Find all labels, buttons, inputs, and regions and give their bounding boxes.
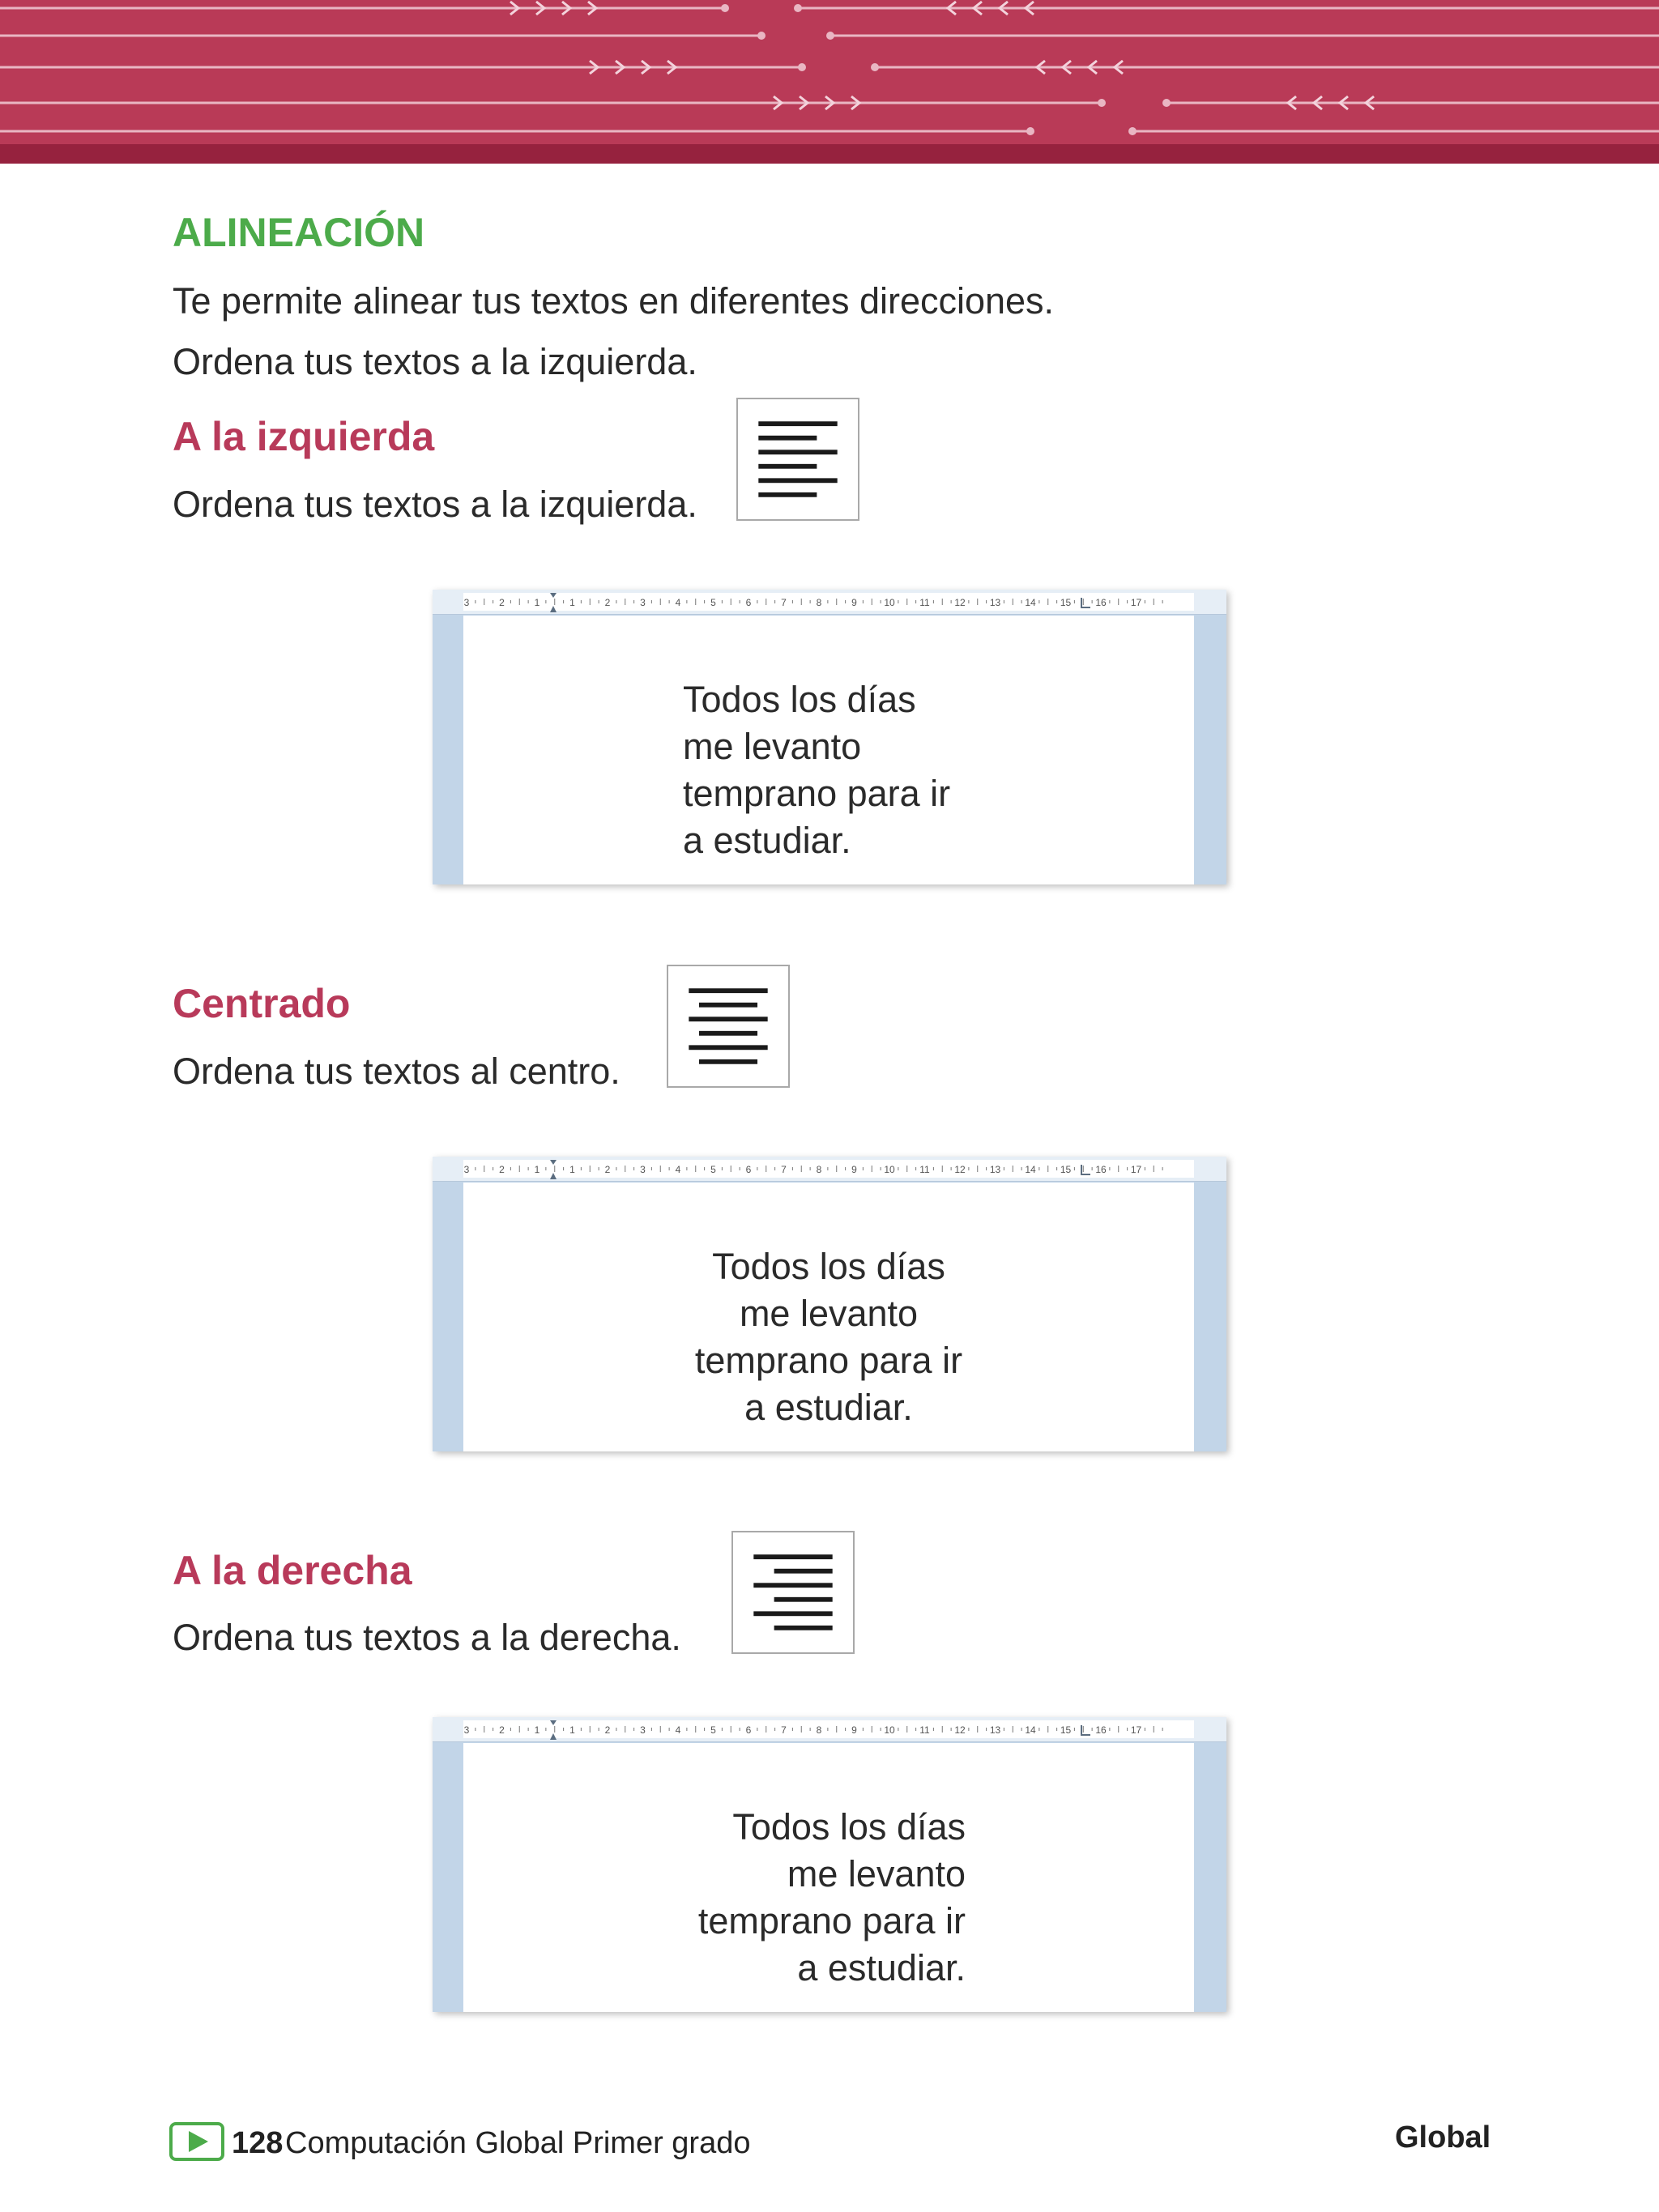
ruler-label: 6 [745,1724,752,1736]
text-line: me levanto [787,1853,966,1894]
sample-text-left [683,676,950,864]
ruler-label: 11 [919,1164,930,1175]
ruler-label: 8 [816,1724,822,1736]
ruler-label: 12 [954,1164,966,1175]
align-right-icon [731,1531,855,1654]
align-center-icon [667,965,790,1088]
ruler-label: 15 [1060,1164,1072,1175]
ruler-label: 9 [851,1724,857,1736]
ruler-label: 6 [745,597,752,608]
ruler-label: 15 [1060,1724,1072,1736]
ruler-label: 13 [989,1164,1001,1175]
ruler-label: 1 [534,1724,540,1736]
ruler-label: 2 [604,1724,611,1736]
ruler-label: 3 [463,597,470,608]
ruler-label: 16 [1095,1724,1107,1736]
ruler-label: 9 [851,597,857,608]
ruler-label: 2 [499,1164,505,1175]
ruler-label: 10 [884,1724,895,1736]
ruler-label: 9 [851,1164,857,1175]
text-line: temprano para ir [694,1340,963,1381]
sample-text-center [671,1243,987,1431]
description-align-left: Ordena tus textos a la izquierda. [173,484,697,525]
ruler-label: 3 [463,1724,470,1736]
ruler-label: 7 [781,597,787,608]
subheading-align-center: Centrado [173,981,351,1026]
ruler-label: 14 [1025,597,1036,608]
ruler-label: 4 [675,597,681,608]
intro-text-second: Ordena tus textos a la izquierda. [173,341,697,382]
header-decorative-band [0,0,1659,164]
text-line: a estudiar. [744,1387,913,1428]
ruler-label: 1 [569,1164,575,1175]
ruler-label: 16 [1095,597,1107,608]
ruler-label: 1 [569,1724,575,1736]
ruler-label: 3 [640,1164,646,1175]
ruler-label: 5 [710,597,716,608]
document-preview-center [433,1157,1226,1451]
book-title: Computación Global Primer grado [285,2126,751,2160]
document-preview-left [433,590,1226,884]
ruler-label: 17 [1130,1164,1142,1175]
ruler-label: 17 [1130,1724,1142,1736]
ruler-label: 2 [499,597,505,608]
ruler-label: 4 [675,1164,681,1175]
text-line: me levanto [683,726,862,767]
ruler-label: 12 [954,1724,966,1736]
ruler-label: 1 [534,597,540,608]
document-page [463,616,1194,884]
ruler-label: 17 [1130,597,1142,608]
ruler [433,1717,1226,1742]
ruler-label: 11 [919,1724,930,1736]
ruler [433,590,1226,615]
text-line: temprano para ir [683,773,951,814]
intro-text: Te permite alinear tus textos en diferentes direcciones. [173,280,1055,322]
ruler-label: 15 [1060,597,1072,608]
ruler-label: 5 [710,1164,716,1175]
play-icon [169,2122,224,2161]
ruler-label: 11 [919,597,930,608]
description-align-center: Ordena tus textos al centro. [173,1051,621,1092]
document-preview-right [433,1717,1226,2012]
text-line: a estudiar. [683,820,851,861]
publisher-brand: Global [1395,2120,1491,2154]
ruler-label: 2 [604,1164,611,1175]
ruler-label: 8 [816,1164,822,1175]
ruler-label: 1 [569,597,575,608]
ruler-label: 13 [989,597,1001,608]
ruler-label: 10 [884,597,895,608]
ruler-label: 3 [463,1164,470,1175]
document-page [463,1183,1194,1451]
ruler-label: 4 [675,1724,681,1736]
ruler-label: 13 [989,1724,1001,1736]
ruler-label: 5 [710,1724,716,1736]
ruler-label: 12 [954,597,966,608]
section-heading: ALINEACIÓN [173,210,425,255]
ruler-label: 2 [499,1724,505,1736]
ruler-label: 14 [1025,1724,1036,1736]
ruler-label: 10 [884,1164,895,1175]
text-line: me levanto [739,1293,919,1334]
text-line: temprano para ir [697,1900,966,1941]
text-line: Todos los días [732,1806,966,1848]
ruler-label: 6 [745,1164,752,1175]
text-line: Todos los días [712,1246,945,1287]
align-left-icon [736,398,859,521]
page-number: 128 [232,2126,284,2160]
text-line: Todos los días [683,679,916,720]
ruler-label: 7 [781,1724,787,1736]
ruler [433,1157,1226,1182]
subheading-align-left: A la izquierda [173,414,435,459]
document-page [463,1743,1194,2012]
ruler-label: 3 [640,1724,646,1736]
ruler-label: 14 [1025,1164,1036,1175]
sample-text-right [671,1804,966,1992]
ruler-label: 2 [604,597,611,608]
subheading-align-right: A la derecha [173,1548,412,1593]
description-align-right: Ordena tus textos a la derecha. [173,1617,681,1658]
ruler-label: 3 [640,597,646,608]
ruler-label: 1 [534,1164,540,1175]
ruler-label: 8 [816,597,822,608]
text-line: a estudiar. [797,1947,966,1988]
ruler-label: 7 [781,1164,787,1175]
ruler-label: 16 [1095,1164,1107,1175]
